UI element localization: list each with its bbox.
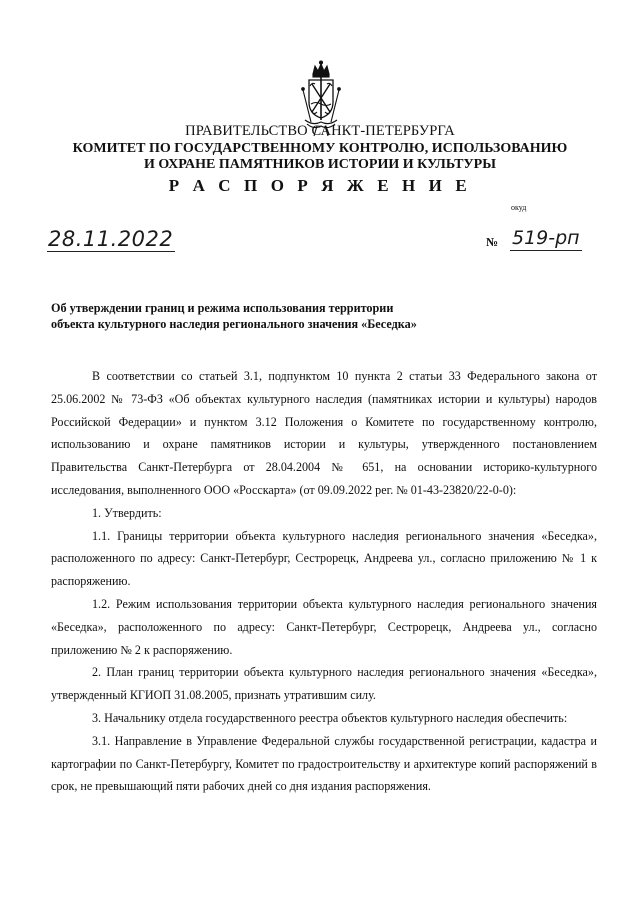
subject-line2: объекта культурного наследия регионального значения «Беседка» xyxy=(51,317,417,331)
document-number: 519-рп xyxy=(512,227,580,249)
okud-label: окуд xyxy=(511,203,527,212)
body-paragraph-item-1: 1. Утвердить: xyxy=(92,505,162,520)
body-paragraph-item-3: 3. Начальнику отдела государственного реестра объектов культурного наследия обеспечить: xyxy=(92,710,568,725)
document-subject xyxy=(51,300,417,332)
document-type: Р А С П О Р Я Ж Е Н И Е xyxy=(168,176,472,195)
body-paragraph-item-2: 2. План границ территории объекта культурного наследия регионального значения «Беседка», утвержденный КГИОП 31.08.2005, признать утратившим силу. xyxy=(51,665,597,703)
body-paragraph-preamble: В соответствии со статьей 3.1, подпунктом 10 пункта 2 статьи 33 Федерального закона от 25.06.2002 № 73-ФЗ «Об объектах культурного наследия (памятниках истории и культуры) народов Российской Федерации» и пунктом 3.12 Положения о Комитете по государственному контролю, использованию и охране памятников истории и культуры, утвержденного постановлением Правительства Санкт-Петербурга от 28.04.2004 № 651, на основании историко-культурного исследования, выполненного ООО «Росскарта» (от 09.09.2022 рег. № 01-43-23820/22-0-0): xyxy=(51,369,597,497)
government-title: ПРАВИТЕЛЬСТВО САНКТ-ПЕТЕРБУРГА xyxy=(185,123,455,139)
document-date: 28.11.2022 xyxy=(48,227,174,251)
document-body xyxy=(51,365,597,798)
body-paragraph-item-3-1: 3.1. Направление в Управление Федеральной службы государственной регистрации, кадастра и картографии по Санкт-Петербургу, Комитет по градостроительству и архитектуре копий распоряжений в срок, не превышающий пяти рабочих дней со дня издания распоряжения. xyxy=(51,733,597,794)
committee-title-line1: КОМИТЕТ ПО ГОСУДАРСТВЕННОМУ КОНТРОЛЮ, ИСПОЛЬЗОВАНИЮ xyxy=(72,141,568,156)
number-sign: № xyxy=(486,235,499,249)
body-paragraph-item-1-1: 1.1. Границы территории объекта культурного наследия регионального значения «Беседка», расположенного по адресу: Санкт-Петербург, Сестрорецк, Андреева ул., согласно приложению № 1 к распоряжению. xyxy=(51,528,597,589)
subject-line1: Об утверждении границ и режима использования территории xyxy=(51,301,394,315)
committee-title-line2: И ОХРАНЕ ПАМЯТНИКОВ ИСТОРИИ И КУЛЬТУРЫ xyxy=(144,157,496,172)
body-paragraph-item-1-2: 1.2. Режим использования территории объекта культурного наследия регионального значения «Беседка», расположенного по адресу: Санкт-Петербург, Сестрорецк, Андреева ул., согласно приложению № 2 к распоряжению. xyxy=(51,596,597,657)
